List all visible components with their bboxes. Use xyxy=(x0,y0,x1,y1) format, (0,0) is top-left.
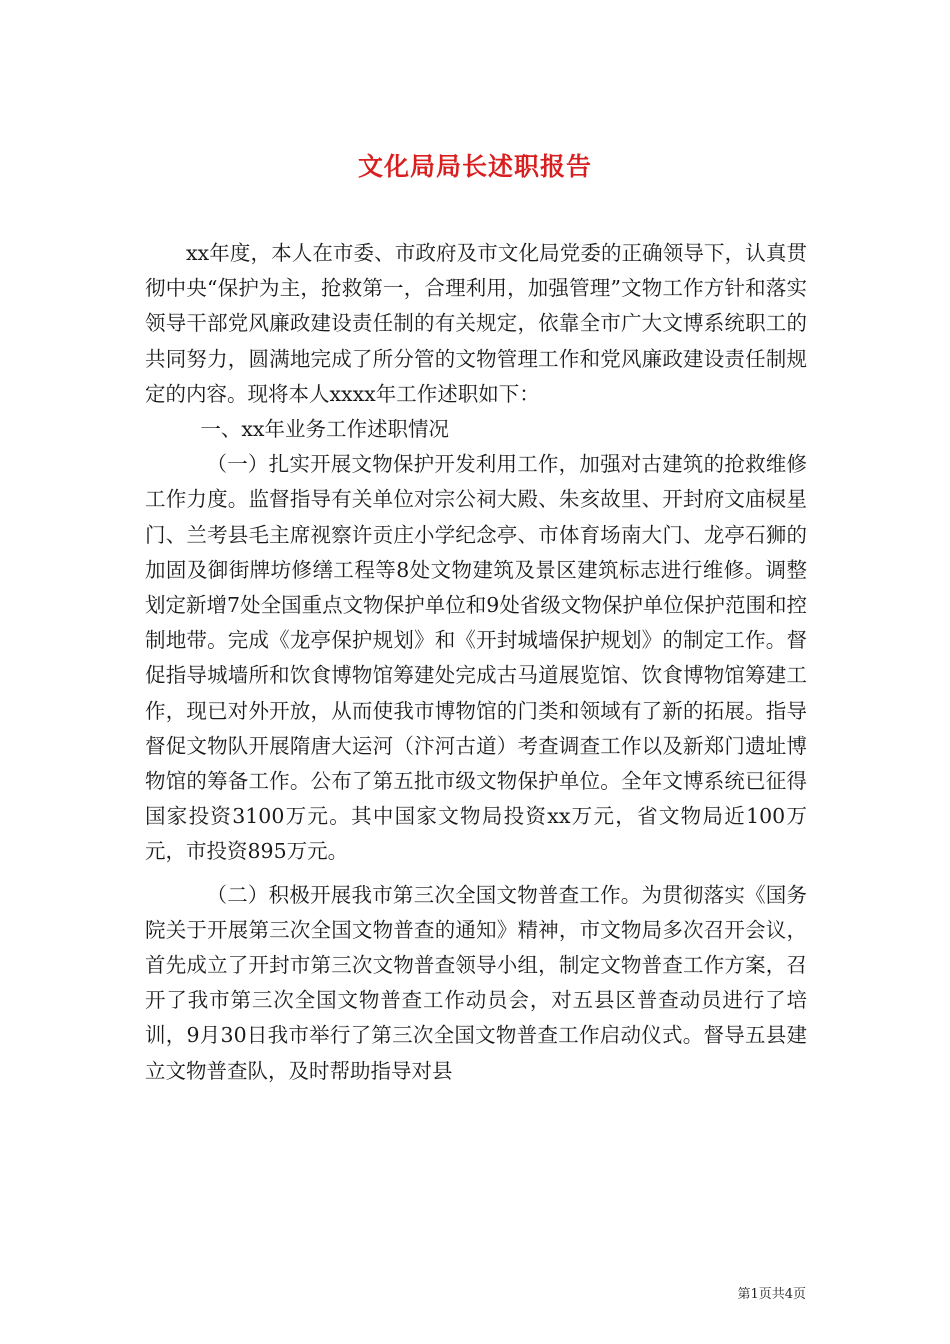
intro-paragraph: xx年度，本人在市委、市政府及市文化局党委的正确领导下，认真贯彻中央“保护为主，抢救第一，合理利用，加强管理”文物工作方针和落实领导干部党风廉政建设责任制的有关规定，依靠全市广大文博系统职工的共同努力，圆满地完成了所分管的文物管理工作和党风廉政建设责任制规定的内容。现将本人xxxx年工作述职如下： xyxy=(145,241,807,406)
page-title: 文化局局长述职报告 xyxy=(357,151,592,181)
document-body xyxy=(145,236,807,1089)
subsection-paragraph-2: （二）积极开展我市第三次全国文物普查工作。为贯彻落实《国务院关于开展第三次全国文物普查的通知》精神，市文物局多次召开会议，首先成立了开封市第三次文物普查领导小组，制定文物普查工作方案，召开了我市第三次全国文物普查工作动员会，对五县区普查动员进行了培训，9月30日我市举行了第三次全国文物普查工作启动仪式。督导五县建立文物普查队，及时帮助指导对县 xyxy=(145,882,807,1083)
page-number: 第1页共4页 xyxy=(737,1287,806,1302)
section-heading: 一、xx年业务工作述职情况 xyxy=(200,417,449,442)
subsection-paragraph-1: （一）扎实开展文物保护开发利用工作，加强对古建筑的抢救维修工作力度。监督指导有关单位对宗公祠大殿、朱亥故里、开封府文庙棂星门、兰考县毛主席视察许贡庄小学纪念亭、市体育场南大门、龙亭石狮的加固及御街牌坊修缮工程等8处文物建筑及景区建筑标志进行维修。调整划定新增7处全国重点文物保护单位和9处省级文物保护单位保护范围和控制地带。完成《龙亭保护规划》和《开封城墙保护规划》的制定工作。督促指导城墙所和饮食博物馆筹建处完成古马道展览馆、饮食博物馆筹建工作，现已对外开放，从而使我市博物馆的门类和领域有了新的拓展。指导督促文物队开展隋唐大运河（汴河古道）考查调查工作以及新郑门遗址博物馆的筹备工作。公布了第五批市级文物保护单位。全年文博系统已征得国家投资3100万元。其中国家文物局投资xx万元，省文物局近100万元，市投资895万元。 xyxy=(145,452,807,864)
